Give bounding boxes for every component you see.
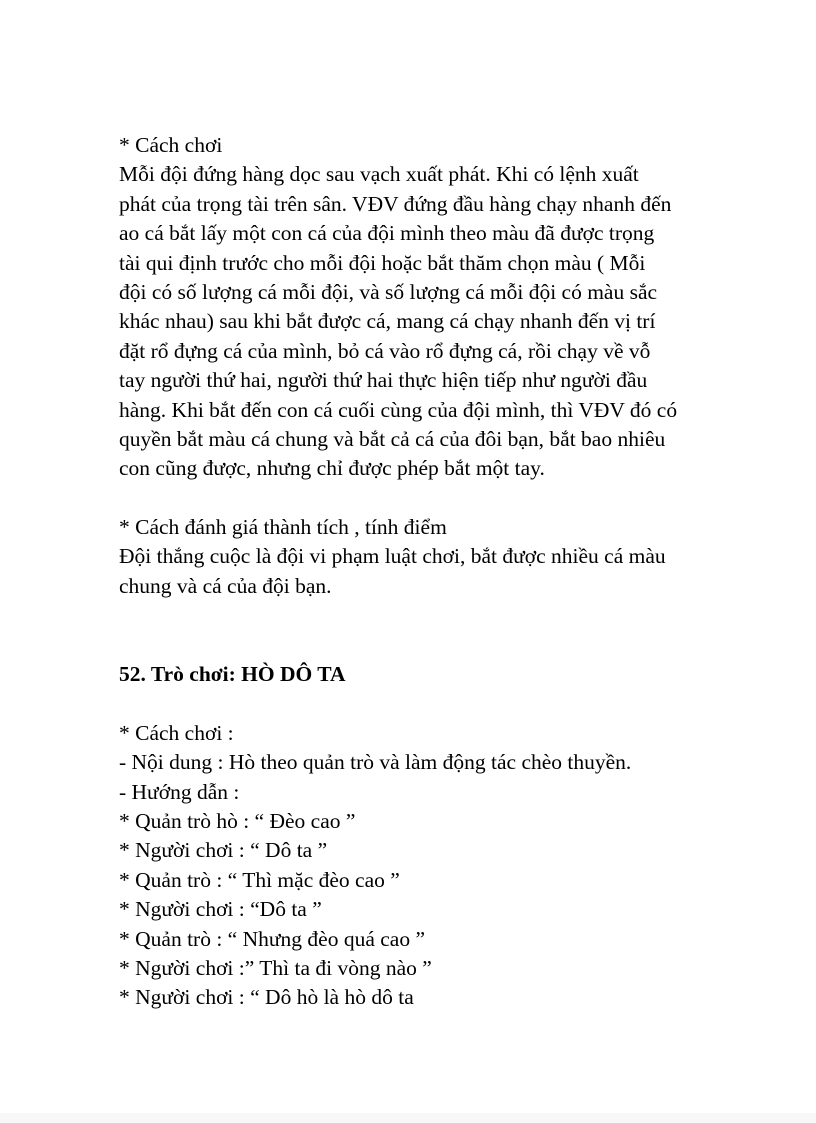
scoring-heading: * Cách đánh giá thành tích , tính điểm xyxy=(119,515,447,540)
rules-line: con cũng được, nhưng chỉ được phép bắt một tay. xyxy=(119,456,545,481)
rules-line: tay người thứ hai, người thứ hai thực hiện tiếp như người đầu xyxy=(119,368,648,393)
section-spacer xyxy=(119,601,759,660)
rules-line: Mỗi đội đứng hàng dọc sau vạch xuất phát. Khi có lệnh xuất xyxy=(119,162,639,187)
game-line: - Hướng dẫn : xyxy=(119,779,240,804)
game-line: * Quản trò : “ Nhưng đèo quá cao ” xyxy=(119,926,425,951)
game-line: * Người chơi : “ Dô hò là hò dô ta xyxy=(119,985,414,1010)
game-line: * Quản trò : “ Thì mặc đèo cao ” xyxy=(119,867,400,892)
rules-line: đội có số lượng cá mỗi đội, và số lượng cá mỗi đội có màu sắc xyxy=(119,279,658,304)
page-content xyxy=(119,131,759,1013)
game-line: * Quản trò hò : “ Đèo cao ” xyxy=(119,809,356,833)
game-line: - Nội dung : Hò theo quản trò và làm động tác chèo thuyền. xyxy=(119,750,632,775)
game-rules-heading: * Cách chơi : xyxy=(119,720,234,745)
game-line: * Người chơi :” Thì ta đi vòng nào ” xyxy=(119,955,432,980)
rules-line: khác nhau) sau khi bắt được cá, mang cá chạy nhanh đến vị trí xyxy=(119,309,656,334)
page-bottom-edge xyxy=(0,1113,816,1123)
rules-line: hàng. Khi bắt đến con cá cuối cùng của đội mình, thì VĐV đó có xyxy=(119,397,678,422)
scoring-line: chung và cá của đội bạn. xyxy=(119,573,332,598)
paragraph-spacer xyxy=(119,484,759,513)
rules-heading: * Cách chơi xyxy=(119,133,223,157)
paragraph-spacer xyxy=(119,689,759,718)
rules-line: tài qui định trước cho mỗi đội hoặc bắt thăm chọn màu ( Mỗi xyxy=(119,250,646,275)
rules-line: đặt rổ đựng cá của mình, bỏ cá vào rổ đựng cá, rồi chạy về vỗ xyxy=(119,338,651,363)
rules-line: ao cá bắt lấy một con cá của đội mình theo màu đã được trọng xyxy=(119,221,655,246)
game-title: 52. Trò chơi: HÒ DÔ TA xyxy=(119,662,346,687)
game-line: * Người chơi : “Dô ta ” xyxy=(119,897,322,922)
game-line: * Người chơi : “ Dô ta ” xyxy=(119,838,328,863)
scoring-line: Đội thắng cuộc là đội vi phạm luật chơi, bắt được nhiều cá màu xyxy=(119,544,666,569)
rules-line: quyền bắt màu cá chung và bắt cả cá của đôi bạn, bắt bao nhiêu xyxy=(119,426,666,451)
rules-line: phát của trọng tài trên sân. VĐV đứng đầu hàng chạy nhanh đến xyxy=(119,191,672,216)
